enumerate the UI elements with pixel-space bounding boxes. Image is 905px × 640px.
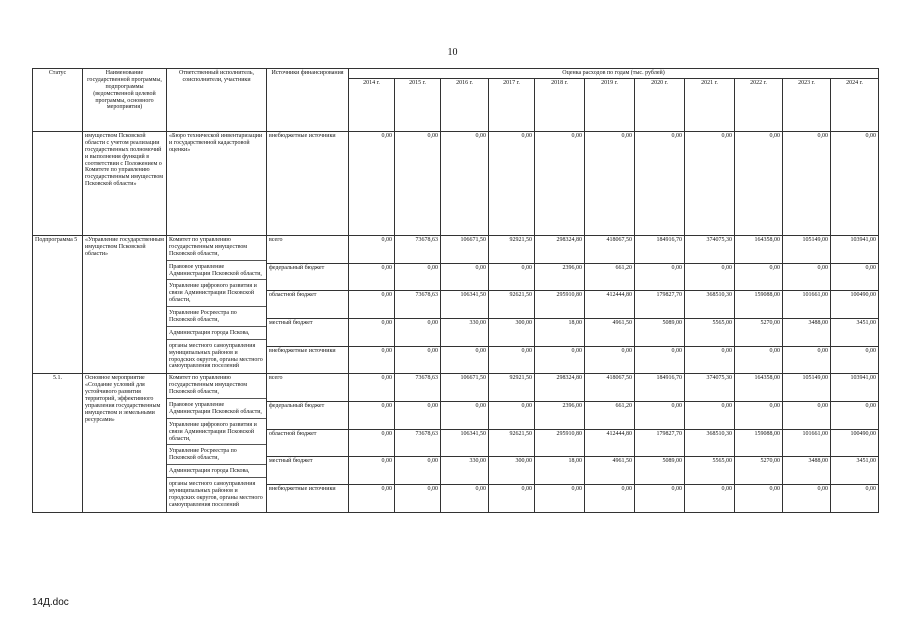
value-cell: 5270,00	[735, 319, 783, 347]
value-cell: 0,00	[489, 485, 535, 513]
executor-cell: «Бюро технической инвентаризации и государственной кадастровой оценки»	[167, 132, 267, 236]
header-year: 2023 г.	[783, 79, 831, 132]
executor-item: Управление цифрового развития и связи Администрации Псковской области,	[167, 283, 266, 307]
value-cell: 0,00	[783, 132, 831, 236]
value-cell: 179827,70	[635, 429, 685, 457]
header-sources: Источники финансирования	[267, 69, 349, 132]
value-cell: 374075,30	[685, 374, 735, 402]
value-cell: 0,00	[635, 263, 685, 291]
value-cell: 0,00	[735, 346, 783, 374]
value-cell: 330,00	[441, 319, 489, 347]
executor-cell	[167, 236, 267, 374]
executor-item: Правовое управление Администрации Псковской области,	[167, 402, 266, 419]
value-cell: 3488,00	[783, 319, 831, 347]
value-cell: 661,20	[585, 402, 635, 430]
executor-item: Управление цифрового развития и связи Администрации Псковской области,	[167, 422, 266, 446]
executor-item: Правовое управление Администрации Псковской области,	[167, 264, 266, 281]
value-cell: 0,00	[349, 485, 395, 513]
value-cell: 0,00	[585, 346, 635, 374]
header-year: 2018 г.	[535, 79, 585, 132]
value-cell: 0,00	[831, 402, 879, 430]
value-cell: 103941,00	[831, 374, 879, 402]
page-number: 10	[447, 47, 458, 58]
value-cell: 0,00	[441, 132, 489, 236]
value-cell: 0,00	[585, 485, 635, 513]
source-cell: федеральный бюджет	[267, 263, 349, 291]
header-name: Наименование государственной программы, подпрограммы (ведомственной целевой программы, основного мероприятия)	[83, 69, 167, 132]
value-cell: 5565,00	[685, 457, 735, 485]
executor-item: Управление Росреестра по Псковской области,	[167, 448, 266, 465]
value-cell: 159088,00	[735, 291, 783, 319]
value-cell: 100490,00	[831, 429, 879, 457]
value-cell: 0,00	[395, 132, 441, 236]
value-cell: 0,00	[489, 132, 535, 236]
source-cell: федеральный бюджет	[267, 402, 349, 430]
value-cell: 0,00	[349, 319, 395, 347]
header-costs: Оценка расходов по годам (тыс. рублей)	[349, 69, 879, 79]
header-year: 2021 г.	[685, 79, 735, 132]
executor-cell	[167, 374, 267, 512]
value-cell: 0,00	[685, 402, 735, 430]
value-cell: 0,00	[349, 374, 395, 402]
value-cell: 298324,80	[535, 374, 585, 402]
executor-item: Комитет по управлению государственным имуществом Псковской области,	[167, 375, 266, 399]
value-cell: 374075,30	[685, 236, 735, 264]
value-cell: 4961,50	[585, 457, 635, 485]
value-cell: 295910,80	[535, 291, 585, 319]
value-cell: 0,00	[395, 402, 441, 430]
value-cell: 0,00	[635, 402, 685, 430]
value-cell: 0,00	[783, 485, 831, 513]
value-cell: 184916,70	[635, 374, 685, 402]
executor-item: Администрация города Пскова,	[167, 468, 266, 478]
value-cell: 164358,00	[735, 236, 783, 264]
value-cell: 0,00	[535, 132, 585, 236]
value-cell: 73678,63	[395, 236, 441, 264]
value-cell: 0,00	[535, 485, 585, 513]
value-cell: 5089,00	[635, 457, 685, 485]
value-cell: 0,00	[349, 291, 395, 319]
source-cell: внебюджетные источники	[267, 346, 349, 374]
value-cell: 661,20	[585, 263, 635, 291]
executor-item: Администрация города Пскова,	[167, 330, 266, 340]
value-cell: 106341,50	[441, 429, 489, 457]
table-row	[33, 374, 879, 402]
value-cell: 159088,00	[735, 429, 783, 457]
value-cell: 73678,63	[395, 291, 441, 319]
value-cell: 2396,00	[535, 263, 585, 291]
value-cell: 0,00	[489, 346, 535, 374]
value-cell: 0,00	[735, 132, 783, 236]
file-name: 14Д.doc	[32, 597, 69, 608]
value-cell: 0,00	[349, 263, 395, 291]
value-cell: 412444,80	[585, 291, 635, 319]
table-row	[33, 236, 879, 264]
header-status: Статус	[33, 69, 83, 132]
value-cell: 18,00	[535, 319, 585, 347]
header-executor: Ответственный исполнитель, соисполнители, участники	[167, 69, 267, 132]
value-cell: 418067,50	[585, 236, 635, 264]
value-cell: 368510,30	[685, 291, 735, 319]
value-cell: 0,00	[783, 263, 831, 291]
value-cell: 0,00	[349, 402, 395, 430]
value-cell: 106671,50	[441, 236, 489, 264]
value-cell: 0,00	[349, 132, 395, 236]
value-cell: 0,00	[735, 263, 783, 291]
value-cell: 0,00	[735, 485, 783, 513]
value-cell: 0,00	[395, 457, 441, 485]
value-cell: 0,00	[635, 132, 685, 236]
value-cell: 0,00	[441, 402, 489, 430]
source-cell: областной бюджет	[267, 291, 349, 319]
header-row	[33, 69, 879, 79]
value-cell: 0,00	[489, 263, 535, 291]
value-cell: 4961,50	[585, 319, 635, 347]
value-cell: 5270,00	[735, 457, 783, 485]
header-year: 2022 г.	[735, 79, 783, 132]
header-year: 2017 г.	[489, 79, 535, 132]
value-cell: 300,00	[489, 319, 535, 347]
value-cell: 0,00	[685, 263, 735, 291]
value-cell: 106671,50	[441, 374, 489, 402]
value-cell: 0,00	[441, 485, 489, 513]
source-cell: местный бюджет	[267, 457, 349, 485]
value-cell: 92621,50	[489, 291, 535, 319]
value-cell: 418067,50	[585, 374, 635, 402]
executor-item: Комитет по управлению государственным имуществом Псковской области,	[167, 237, 266, 261]
program-name-cell: «Управление государственным имуществом Псковской области»	[83, 236, 167, 374]
source-cell: всего	[267, 236, 349, 264]
value-cell: 0,00	[735, 402, 783, 430]
source-cell: областной бюджет	[267, 429, 349, 457]
value-cell: 0,00	[635, 485, 685, 513]
status-cell	[33, 132, 83, 236]
header-year: 2019 г.	[585, 79, 635, 132]
value-cell: 0,00	[441, 346, 489, 374]
value-cell: 0,00	[349, 346, 395, 374]
value-cell: 92621,50	[489, 429, 535, 457]
value-cell: 179827,70	[635, 291, 685, 319]
value-cell: 0,00	[349, 429, 395, 457]
value-cell: 3451,00	[831, 457, 879, 485]
value-cell: 5565,00	[685, 319, 735, 347]
value-cell: 0,00	[349, 236, 395, 264]
header-year: 2014 г.	[349, 79, 395, 132]
value-cell: 5089,00	[635, 319, 685, 347]
value-cell: 0,00	[783, 402, 831, 430]
value-cell: 0,00	[395, 319, 441, 347]
status-cell: Подпрограмма 5	[33, 236, 83, 374]
header-year: 2015 г.	[395, 79, 441, 132]
value-cell: 0,00	[831, 485, 879, 513]
value-cell: 0,00	[349, 457, 395, 485]
executor-item: органы местного самоуправления муниципальных районов и городских округов, органы местного самоуправления поселений	[169, 342, 263, 370]
value-cell: 0,00	[489, 402, 535, 430]
executor-item: Управление Росреестра по Псковской области,	[167, 310, 266, 327]
value-cell: 0,00	[395, 263, 441, 291]
value-cell: 73678,63	[395, 374, 441, 402]
header-year: 2020 г.	[635, 79, 685, 132]
header-year: 2024 г.	[831, 79, 879, 132]
value-cell: 0,00	[685, 346, 735, 374]
executor-item: органы местного самоуправления муниципальных районов и городских округов, органы местного самоуправления поселений	[169, 481, 263, 508]
value-cell: 101661,00	[783, 291, 831, 319]
value-cell: 103941,00	[831, 236, 879, 264]
value-cell: 105149,00	[783, 236, 831, 264]
value-cell: 330,00	[441, 457, 489, 485]
source-cell: всего	[267, 374, 349, 402]
value-cell: 18,00	[535, 457, 585, 485]
value-cell: 184916,70	[635, 236, 685, 264]
status-cell: 5.1.	[33, 374, 83, 512]
value-cell: 106341,50	[441, 291, 489, 319]
value-cell: 0,00	[585, 132, 635, 236]
value-cell: 0,00	[441, 263, 489, 291]
value-cell: 100490,00	[831, 291, 879, 319]
value-cell: 92921,50	[489, 374, 535, 402]
value-cell: 73678,63	[395, 429, 441, 457]
value-cell: 0,00	[535, 346, 585, 374]
value-cell: 2396,00	[535, 402, 585, 430]
budget-table	[32, 68, 879, 513]
value-cell: 0,00	[395, 346, 441, 374]
value-cell: 295910,80	[535, 429, 585, 457]
value-cell: 368510,30	[685, 429, 735, 457]
value-cell: 0,00	[635, 346, 685, 374]
value-cell: 0,00	[395, 485, 441, 513]
source-cell: внебюджетные источники	[267, 132, 349, 236]
header-year: 2016 г.	[441, 79, 489, 132]
source-cell: местный бюджет	[267, 319, 349, 347]
value-cell: 164358,00	[735, 374, 783, 402]
value-cell: 0,00	[685, 485, 735, 513]
value-cell: 101661,00	[783, 429, 831, 457]
value-cell: 0,00	[831, 263, 879, 291]
value-cell: 3451,00	[831, 319, 879, 347]
program-name-cell: имуществом Псковской области с учетом реализации государственных полномочий и выполнения функций в соответствии с Положением о Комитете по управлению государственным имуществом Псковской области»	[83, 132, 167, 236]
value-cell: 105149,00	[783, 374, 831, 402]
value-cell: 298324,80	[535, 236, 585, 264]
value-cell: 0,00	[685, 132, 735, 236]
source-cell: внебюджетные источники	[267, 485, 349, 513]
table-row	[33, 132, 879, 236]
value-cell: 3488,00	[783, 457, 831, 485]
program-name-cell: Основное мероприятие «Создание условий для устойчивого развития территорий, эффективного управления государственным имуществом и земельными ресурсами»	[83, 374, 167, 512]
value-cell: 300,00	[489, 457, 535, 485]
value-cell: 0,00	[831, 346, 879, 374]
value-cell: 0,00	[831, 132, 879, 236]
value-cell: 0,00	[783, 346, 831, 374]
value-cell: 92921,50	[489, 236, 535, 264]
value-cell: 412444,80	[585, 429, 635, 457]
